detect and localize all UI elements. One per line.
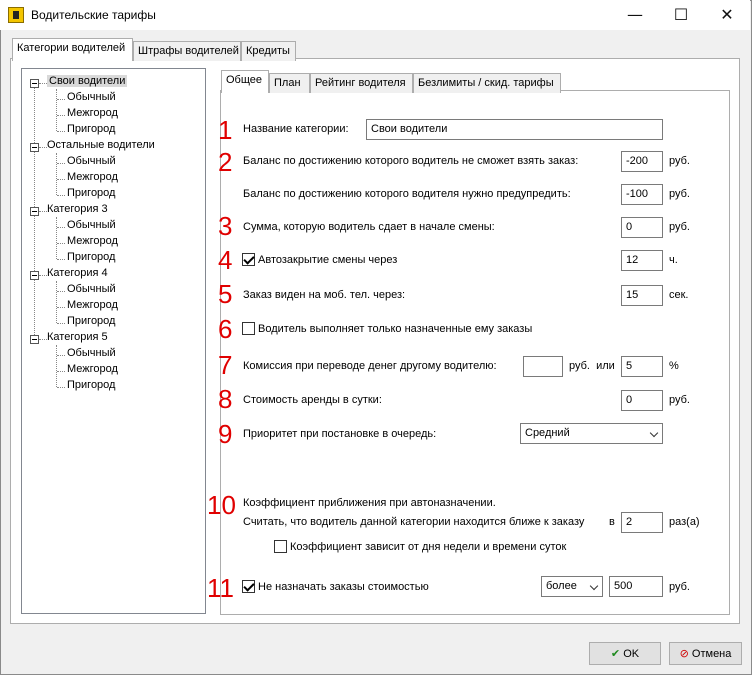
order-visible-input[interactable]: 15	[621, 285, 663, 306]
tab-credits[interactable]: Кредиты	[241, 41, 296, 61]
tree-subcategory[interactable]: Межгород	[67, 107, 118, 119]
marker-2: 2	[218, 147, 233, 177]
auto-close-unit: ч.	[669, 254, 678, 266]
proximity-input[interactable]: 2	[621, 512, 663, 533]
subtab-plan[interactable]: План	[269, 73, 310, 93]
proximity-weekday-checkbox[interactable]	[274, 540, 287, 553]
tree-category[interactable]: Категория 3	[47, 203, 108, 215]
marker-6: 6	[218, 314, 233, 344]
proximity-unit: раз(а)	[669, 516, 700, 528]
balance-warn-input[interactable]: -100	[621, 184, 663, 205]
no-assign-label: Не назначать заказы стоимостью	[258, 581, 429, 593]
tree-subcategory[interactable]: Обычный	[67, 91, 116, 103]
balance-warn-unit: руб.	[669, 188, 690, 200]
balance-block-unit: руб.	[669, 155, 690, 167]
marker-8: 8	[218, 384, 233, 414]
title-bar	[0, 0, 750, 30]
tab-driver-categories[interactable]: Категории водителей	[12, 38, 133, 61]
proximity-weekday-label: Коэффициент зависит от дня недели и времени суток	[290, 541, 567, 553]
tree-category[interactable]: Категория 4	[47, 267, 108, 279]
marker-10: 10	[207, 490, 236, 520]
proximity-in-label: в	[609, 516, 615, 528]
marker-4: 4	[218, 245, 233, 275]
rent-label: Стоимость аренды в сутки:	[243, 394, 382, 406]
collapse-icon[interactable]	[30, 335, 39, 344]
tree-subcategory[interactable]: Пригород	[67, 379, 116, 391]
no-assign-checkbox[interactable]	[242, 580, 255, 593]
rent-unit: руб.	[669, 394, 690, 406]
tree-category[interactable]: Свои водители	[49, 75, 126, 87]
tree-category[interactable]: Категория 5	[47, 331, 108, 343]
order-visible-unit: сек.	[669, 289, 689, 301]
category-tree[interactable]	[21, 68, 206, 614]
tree-subcategory[interactable]: Пригород	[67, 315, 116, 327]
assigned-only-checkbox[interactable]	[242, 322, 255, 335]
rent-input[interactable]: 0	[621, 390, 663, 411]
shift-payment-label: Сумма, которую водитель сдает в начале смены:	[243, 221, 495, 233]
tree-subcategory[interactable]: Обычный	[67, 155, 116, 167]
cancel-button-label: Отмена	[691, 648, 732, 660]
category-name-label: Название категории:	[243, 123, 349, 135]
tree-subcategory[interactable]: Обычный	[67, 283, 116, 295]
tree-subcategory[interactable]: Межгород	[67, 299, 118, 311]
tree-subcategory[interactable]: Пригород	[67, 123, 116, 135]
marker-3: 3	[218, 211, 233, 241]
chevron-down-icon	[650, 429, 658, 437]
shift-payment-unit: руб.	[669, 221, 690, 233]
queue-priority-label: Приоритет при постановке в очередь:	[243, 428, 437, 440]
no-assign-amount-input[interactable]: 500	[609, 576, 663, 597]
proximity-title: Коэффициент приближения при автоназначении.	[243, 497, 496, 509]
marker-11: 11	[207, 573, 234, 603]
chevron-down-icon	[590, 582, 598, 590]
checkmark-icon: ✔	[610, 647, 621, 660]
ok-button-label: OK	[623, 648, 640, 660]
proximity-description: Считать, что водитель данной категории находится ближе к заказу	[243, 516, 585, 528]
balance-block-label: Баланс по достижению которого водитель не сможет взять заказ:	[243, 155, 579, 167]
order-visible-label: Заказ виден на моб. тел. через:	[243, 289, 406, 301]
marker-5: 5	[218, 279, 233, 309]
shift-payment-input[interactable]: 0	[621, 217, 663, 238]
commission-label: Комиссия при переводе денег другому водителю:	[243, 360, 497, 372]
category-name-input[interactable]: Свои водители	[366, 119, 663, 140]
tree-subcategory[interactable]: Межгород	[67, 235, 118, 247]
no-assign-compare-value: более	[546, 580, 577, 592]
collapse-icon[interactable]	[30, 143, 39, 152]
no-assign-compare-select[interactable]	[541, 576, 603, 597]
cancel-icon: ⊘	[679, 647, 689, 660]
maximize-button[interactable]: ☐	[673, 5, 689, 24]
marker-1: 1	[218, 115, 233, 145]
tree-subcategory[interactable]: Обычный	[67, 219, 116, 231]
tree-subcategory[interactable]: Межгород	[67, 363, 118, 375]
commission-rub-input[interactable]	[523, 356, 563, 377]
balance-warn-label: Баланс по достижению которого водителя нужно предупредить:	[243, 188, 571, 200]
subtab-unlimited-tariffs[interactable]: Безлимиты / скид. тарифы	[413, 73, 561, 93]
auto-close-checkbox[interactable]	[242, 253, 255, 266]
auto-close-input[interactable]: 12	[621, 250, 663, 271]
close-button[interactable]: ✕	[720, 5, 734, 24]
minimize-button[interactable]: —	[627, 5, 643, 24]
collapse-icon[interactable]	[30, 79, 39, 88]
cancel-button[interactable]	[669, 642, 742, 665]
subtab-general[interactable]: Общее	[221, 70, 269, 93]
assigned-only-label: Водитель выполняет только назначенные ему заказы	[258, 323, 533, 335]
auto-close-label: Автозакрытие смены через	[258, 254, 398, 266]
tab-driver-fines[interactable]: Штрафы водителей	[133, 41, 241, 61]
commission-pct-input[interactable]: 5	[621, 356, 663, 377]
marker-7: 7	[218, 350, 233, 380]
tree-subcategory[interactable]: Пригород	[67, 251, 116, 263]
window-title: Водительские тарифы	[31, 8, 156, 22]
app-icon	[8, 7, 24, 23]
ok-button[interactable]	[589, 642, 661, 665]
tree-subcategory[interactable]: Обычный	[67, 347, 116, 359]
queue-priority-value: Средний	[525, 427, 570, 439]
no-assign-unit: руб.	[669, 581, 690, 593]
commission-pct-unit: %	[669, 360, 679, 372]
collapse-icon[interactable]	[30, 207, 39, 216]
collapse-icon[interactable]	[30, 271, 39, 280]
marker-9: 9	[218, 419, 233, 449]
subtab-driver-rating[interactable]: Рейтинг водителя	[310, 73, 413, 93]
tree-subcategory[interactable]: Пригород	[67, 187, 116, 199]
tree-category[interactable]: Остальные водители	[47, 139, 155, 151]
commission-or-label: руб. или	[569, 360, 615, 372]
tree-subcategory[interactable]: Межгород	[67, 171, 118, 183]
queue-priority-select[interactable]	[520, 423, 663, 444]
balance-block-input[interactable]: -200	[621, 151, 663, 172]
